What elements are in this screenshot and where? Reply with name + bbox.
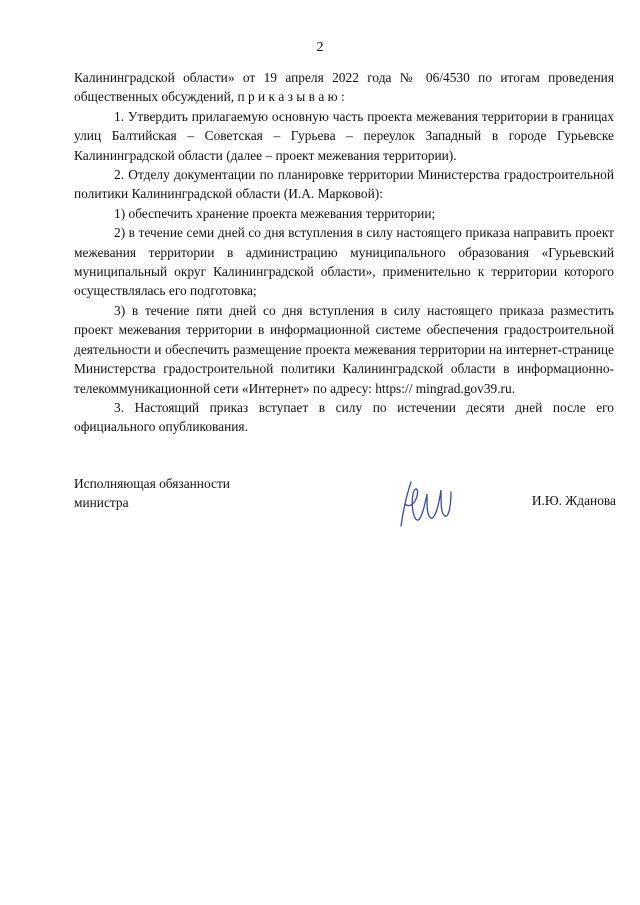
signer-position-line2: министра [74, 495, 129, 510]
paragraph-subitem-3: 3) в течение пяти дней со дня вступления в силу настоящего приказа разместить проект межевания территории в информационной системе обеспечения градостроительной деятельности и обеспечить размещение проекта межевания территории на интернет-странице Министерства градостроительной политики Калининградской области в информационно-телекоммуникационной сети «Интернет» по адресу: https:// mingrad.gov39.ru. [74, 302, 614, 396]
paragraph-intro: Калининградской области» от 19 апреля 2022 года № 06/4530 по итогам проведения общественных обсуждений, п р и к а з ы в а ю : [74, 70, 614, 105]
paragraph-item-2: 2. Отделу документации по планировке территории Министерства градостроительной политики Калининградской области (И.А. Марковой): [74, 167, 614, 202]
handwritten-signature [395, 474, 453, 532]
paragraph-subitem-2: 2) в течение семи дней со дня вступления в силу настоящего приказа направить проект межевания территории в администрацию муниципального образования «Гурьевский муниципальный округ Калининградской области», применительно к территории которого осуществлялась его подготовка; [74, 225, 614, 299]
signer-position-line1: Исполняющая обязанности [74, 476, 230, 491]
signer-position [74, 474, 230, 512]
paragraph-item-1: 1. Утвердить прилагаемую основную часть проекта межевания территории в границах улиц Балтийская – Советская – Гурьева – переулок Западный в городе Гурьевске Калининградской области (далее – проект межевания территории). [74, 108, 614, 163]
paragraph-item-3: 3. Настоящий приказ вступает в силу по истечении десяти дней после его официального опубликования. [74, 399, 614, 435]
paragraph-subitem-1: 1) обеспечить хранение проекта межевания территории; [114, 205, 436, 221]
page-number: 2 [316, 40, 324, 55]
signer-name: И.Ю. Жданова [531, 493, 616, 508]
document-body [74, 68, 614, 437]
